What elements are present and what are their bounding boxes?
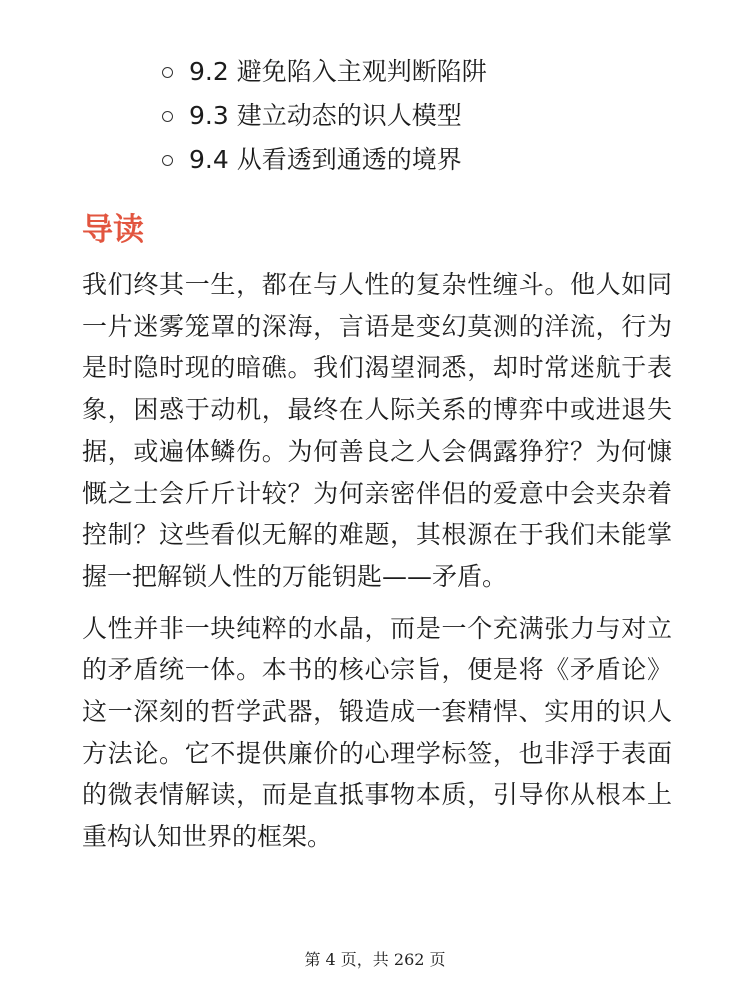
toc-item[interactable] (162, 138, 487, 182)
paragraph: 人性并非一块纯粹的水晶，而是一个充满张力与对立的矛盾统一体。本书的核心宗旨，便是将《矛盾论》这一深刻的哲学武器，锻造成一套精悍、实用的识人方法论。它不提供廉价的心理学标签，也非浮于表面的微表情解读，而是直抵事物本质，引导你从根本上重构认知世界的框架。 (82, 613, 672, 852)
section-title: 导读 (82, 212, 144, 248)
circle-bullet-icon (162, 111, 173, 122)
toc-item[interactable] (162, 50, 487, 94)
circle-bullet-icon (162, 155, 173, 166)
circle-bullet-icon (162, 67, 173, 78)
page-footer: 第 4 页，共 262 页 (304, 950, 446, 969)
toc-item-label[interactable]: 9.4 从看透到通透的境界 (189, 145, 462, 174)
toc-item-label[interactable]: 9.3 建立动态的识人模型 (189, 101, 462, 130)
document-body (82, 264, 672, 868)
toc-item-label[interactable]: 9.2 避免陷入主观判断陷阱 (189, 57, 487, 86)
toc-list (162, 50, 487, 182)
toc-item[interactable] (162, 94, 487, 138)
paragraph: 我们终其一生，都在与人性的复杂性缠斗。他人如同一片迷雾笼罩的深海，言语是变幻莫测的洋流，行为是时隐时现的暗礁。我们渴望洞悉，却时常迷航于表象，困惑于动机，最终在人际关系的博弈中或进退失据，或遍体鳞伤。为何善良之人会偶露狰狞？为何慷慨之士会斤斤计较？为何亲密伴侣的爱意中会夹杂着控制？这些看似无解的难题，其根源在于我们未能掌握一把解锁人性的万能钥匙——矛盾。 (82, 270, 672, 591)
